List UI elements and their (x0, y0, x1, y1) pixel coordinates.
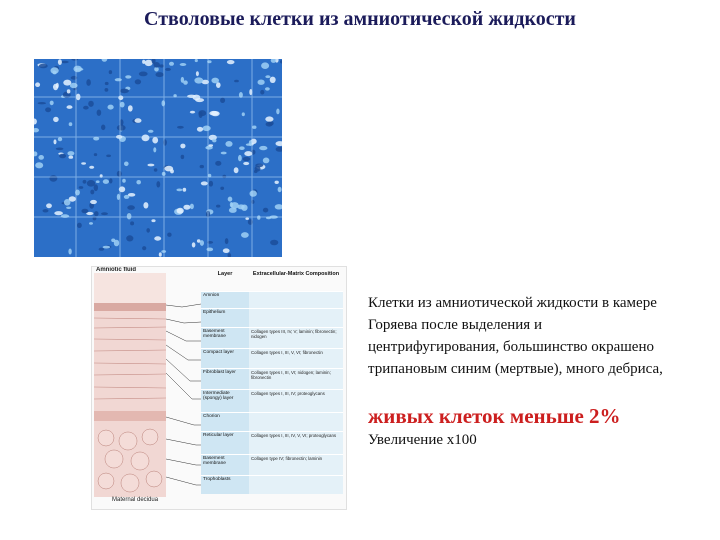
layer-cell: Trophoblasts (201, 476, 249, 494)
layers-table (201, 269, 343, 494)
composition-cell: Collagen types I, III, IV; proteoglycans (249, 390, 343, 412)
layer-cell: Basement membrane (201, 455, 249, 475)
layer-cell: Epithelium (201, 309, 249, 327)
layer-cell: Fibroblast layer (201, 369, 249, 389)
layer-cell: Basement membrane (201, 328, 249, 348)
layer-cell: Chorion (201, 413, 249, 431)
composition-cell: Collagen types I, III, IV, V, VI; proteoglycans (249, 432, 343, 454)
composition-cell: Collagen types III, IV, V; laminin; fibronectin; nidogen (249, 328, 343, 348)
composition-cell (249, 292, 343, 308)
composition-cell: Collagen types I, III, V, VI; fibronectin (249, 349, 343, 368)
layer-header: Layer (217, 271, 233, 277)
composition-cell (249, 309, 343, 327)
magnification-note: Увеличение х100 (368, 432, 477, 448)
composition-cell: Collagen type IV; fibronectin; laminin (249, 455, 343, 475)
maternal-decidua-label: Maternal decidua (112, 497, 159, 503)
tissue-section-image (94, 273, 166, 497)
composition-header: Extracellular-Matrix Composition (252, 271, 340, 277)
image-description: Клетки из амниотической жидкости в камере Горяева после выделения и центрифугирования, большинство окрашено трипановым синим (мертвые), много дебриса, (368, 295, 663, 377)
micrograph-image (34, 59, 282, 257)
live-cells-note: живых клеток меньше 2% (368, 404, 621, 428)
composition-cell: Collagen types I, III, VI; nidogen; laminin; fibronectin (249, 369, 343, 389)
layer-cell: Compact layer (201, 349, 249, 368)
amnion-layers-diagram (91, 266, 347, 510)
layer-cell: Amnion (201, 292, 249, 308)
layer-cell: Intermediate (spongy) layer (201, 390, 249, 412)
composition-cell (249, 413, 343, 431)
slide-title: Стволовые клетки из амниотической жидкости (144, 8, 576, 30)
composition-cell (249, 476, 343, 494)
layer-cell: Reticular layer (201, 432, 249, 454)
amniotic-fluid-label: Amniotic fluid (96, 267, 136, 273)
